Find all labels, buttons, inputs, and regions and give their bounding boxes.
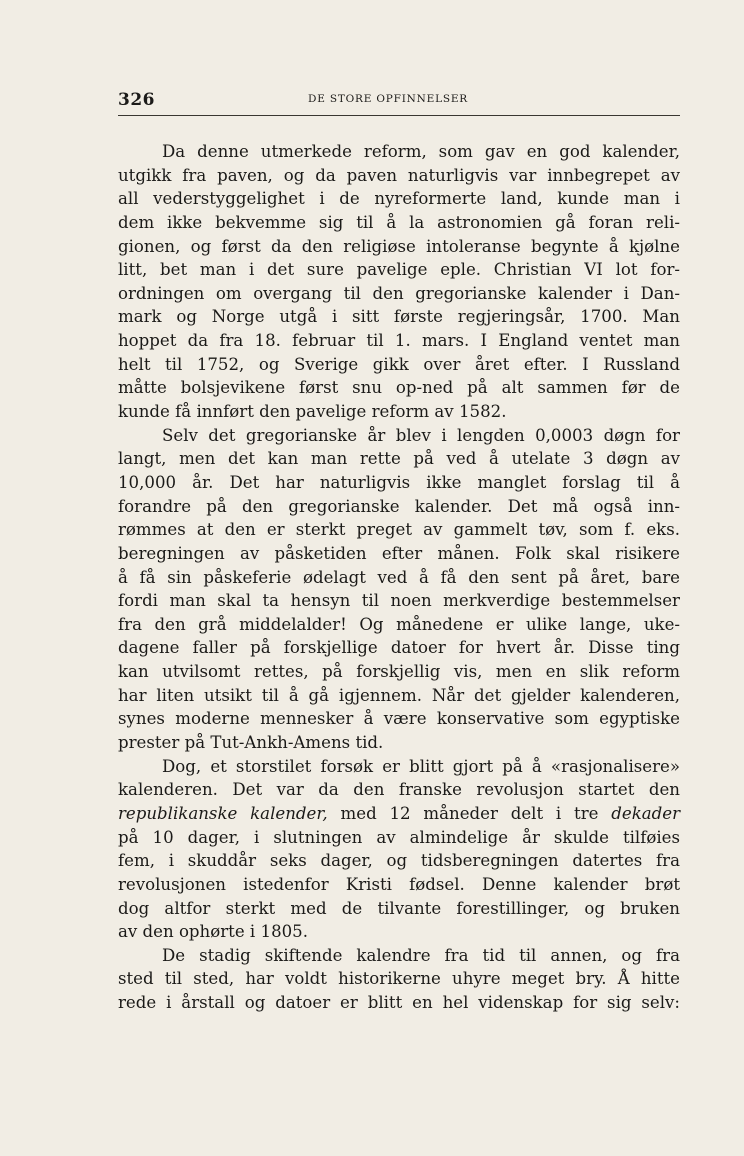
text-line: litt, bet man i det sure pavelige eple. Christian VI lot for- bbox=[118, 260, 680, 280]
text-line: kunde få innført den pavelige reform av 1582. bbox=[118, 402, 507, 422]
text-line: prester på Tut-Ankh-Amens tid. bbox=[118, 733, 384, 753]
text-line: hoppet da fra 18. februar til 1. mars. I England ventet man bbox=[118, 331, 680, 351]
text-line: forandre på den gregorianske kalender. Det må også inn- bbox=[118, 496, 680, 516]
text-line: fordi man skal ta hensyn til noen merkverdige bestemmelser bbox=[118, 591, 680, 611]
text-line-mixed bbox=[118, 802, 680, 826]
text-line: kalenderen. Det var da den franske revolusjon startet den bbox=[118, 780, 680, 800]
body-text bbox=[118, 140, 680, 1015]
text-line: De stadig skiftende kalendre fra tid til annen, og fra bbox=[162, 945, 680, 965]
text-line: fem, i skuddår seks dager, og tidsberegningen datertes fra bbox=[118, 851, 680, 871]
text-line: av den ophørte i 1805. bbox=[118, 922, 309, 942]
text-line: utgikk fra paven, og da paven naturligvis var innbegrepet av bbox=[118, 165, 680, 185]
text-line: rede i årstall og datoer er blitt en hel videnskap for sig selv: bbox=[118, 993, 680, 1013]
text-line: måtte bolsjevikene først snu op-ned på alt sammen før de bbox=[118, 378, 680, 398]
text-line: beregningen av påsketiden efter månen. Folk skal risikere bbox=[118, 543, 680, 563]
text-line: dog altfor sterkt med de tilvante forestillinger, og bruken bbox=[118, 898, 680, 918]
running-title: DE STORE OPFINNELSER bbox=[308, 93, 469, 105]
text-line: fra den grå middelalder! Og månedene er ulike lange, uke- bbox=[118, 614, 680, 634]
page-number: 326 bbox=[118, 90, 155, 110]
text-line: dagene faller på forskjellige datoer for hvert år. Disse ting bbox=[118, 638, 680, 658]
text-line: sted til sted, har voldt historikerne uhyre meget bry. Å hitte bbox=[118, 969, 680, 989]
text-line: å få sin påskeferie ødelagt ved å få den sent på året, bare bbox=[118, 567, 680, 587]
text-line: 10,000 år. Det har naturligvis ikke manglet forslag til å bbox=[118, 472, 680, 492]
text-line: ordningen om overgang til den gregorianske kalender i Dan- bbox=[118, 283, 680, 303]
header-rule bbox=[118, 115, 680, 116]
text-line: all vederstyggelighet i de nyreformerte land, kunde man i bbox=[118, 189, 680, 209]
text-line: gionen, og først da den religiøse intoleranse begynte å kjølne bbox=[118, 236, 680, 256]
text-line: dem ikke bekvemme sig til å la astronomien gå foran reli- bbox=[118, 212, 680, 232]
text-line: Selv det gregorianske år blev i lengden 0,0003 døgn for bbox=[162, 425, 680, 445]
text-line: Dog, et storstilet forsøk er blitt gjort på å «rasjonalisere» bbox=[162, 756, 680, 776]
text-line: Da denne utmerkede reform, som gav en god kalender, bbox=[162, 142, 680, 161]
text-line: synes moderne mennesker å være konservative som egyptiske bbox=[118, 709, 680, 729]
text-line: på 10 dager, i slutningen av almindelige år skulde tilføies bbox=[118, 827, 680, 847]
text-line: rømmes at den er sterkt preget av gammelt tøv, som f. eks. bbox=[118, 520, 680, 540]
text-segment: med 12 måneder delt i tre bbox=[327, 803, 612, 823]
text-line: helt til 1752, og Sverige gikk over året efter. I Russland bbox=[118, 354, 680, 374]
italic-term: dekader bbox=[611, 803, 681, 823]
text-line: revolusjonen istedenfor Kristi fødsel. Denne kalender brøt bbox=[118, 874, 680, 894]
page-header bbox=[118, 88, 680, 116]
text-line: kan utvilsomt rettes, på forskjellig vis, men en slik reform bbox=[118, 662, 680, 682]
italic-term: republikanske kalender, bbox=[118, 803, 328, 823]
text-line: langt, men det kan man rette på ved å utelate 3 døgn av bbox=[118, 449, 680, 469]
text-line: mark og Norge utgå i sitt første regjeringsår, 1700. Man bbox=[118, 307, 680, 327]
text-line: har liten utsikt til å gå igjennem. Når det gjelder kalenderen, bbox=[118, 685, 680, 705]
